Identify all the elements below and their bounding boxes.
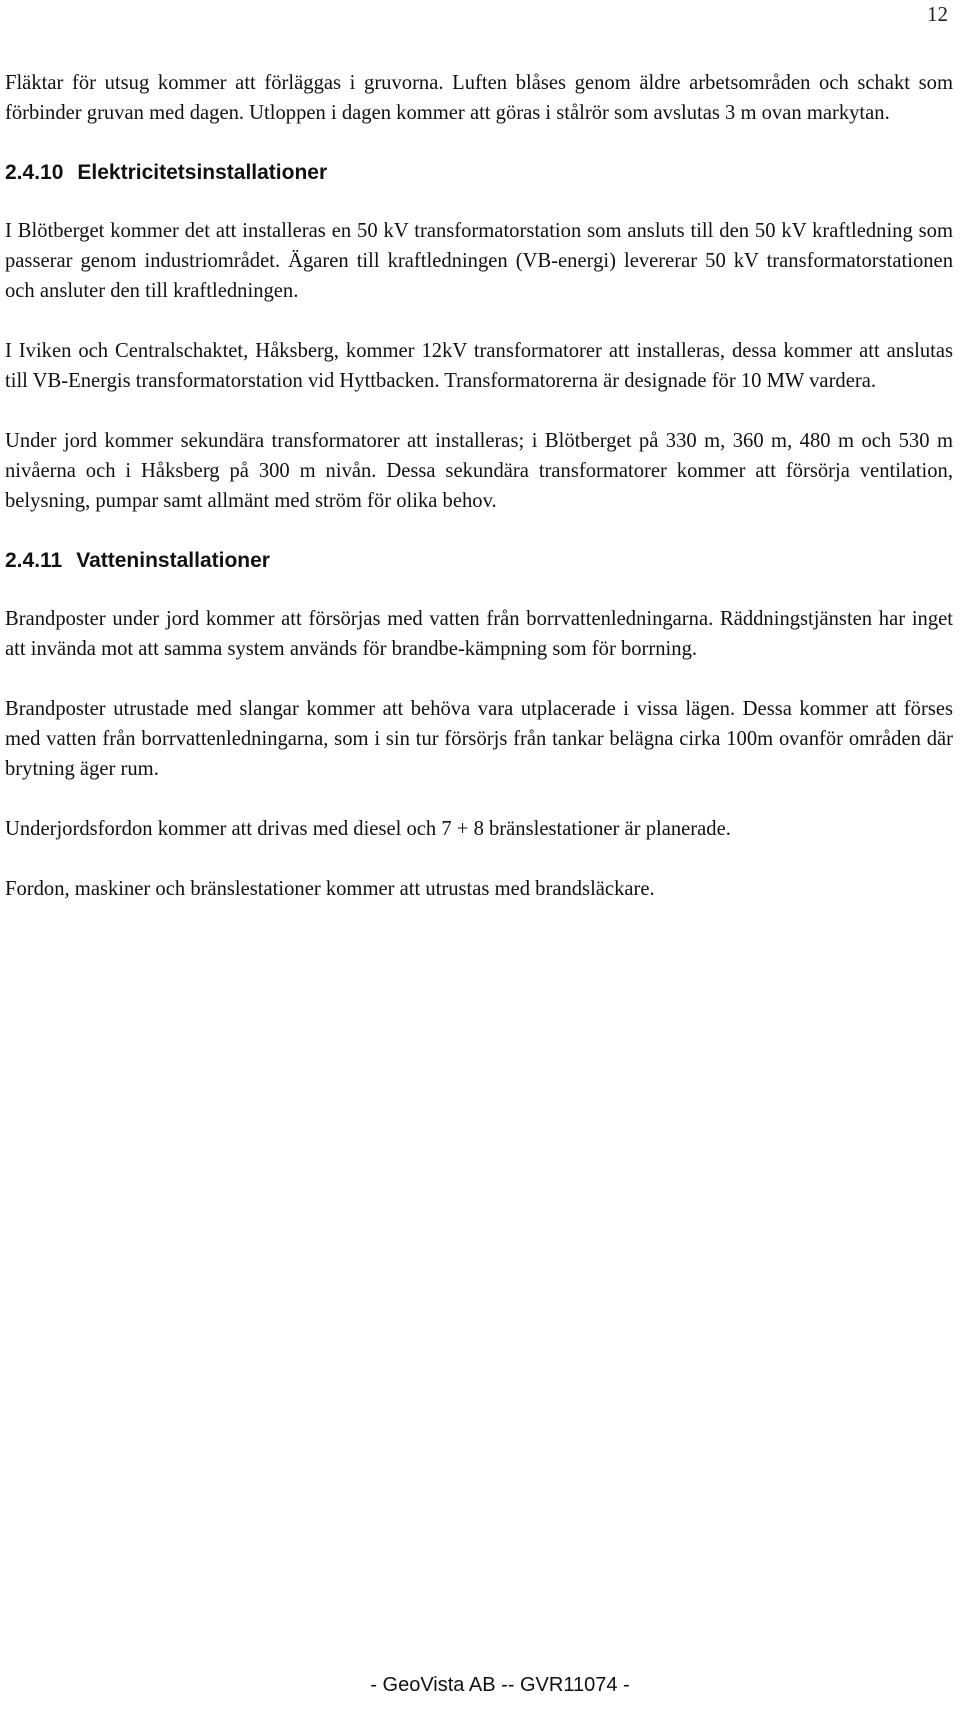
page-number: 12 — [927, 2, 948, 26]
water-paragraph-4: Fordon, maskiner och bränslestationer kommer att utrustas med brandsläckare. — [5, 878, 655, 900]
water-paragraph-3: Underjordsfordon kommer att drivas med diesel och 7 + 8 bränslestationer är planerade. — [5, 818, 731, 840]
section-heading-water — [5, 546, 953, 576]
section-title: Elektricitetsinstallationer — [77, 161, 328, 184]
section-heading-electricity — [5, 158, 953, 188]
intro-paragraph: Fläktar för utsug kommer att förläggas i gruvorna. Luften blåses genom äldre arbetsområden och schakt som förbinder gruvan med dagen. Utloppen i dagen kommer att göras i stålrör som avslutas 3 m ovan markytan. — [5, 72, 953, 124]
section-number: 2.4.10 — [5, 161, 64, 184]
section-title: Vatteninstallationer — [76, 549, 270, 572]
electricity-paragraph-3: Under jord kommer sekundära transformatorer att installeras; i Blötberget på 330 m, 360 m, 480 m och 530 m nivåerna och i Håksberg på 300 m nivån. Dessa sekundära transformatorer kommer att försörja ventilation, belysning, pumpar samt allmänt med ström för olika behov. — [5, 430, 953, 512]
electricity-paragraph-1: I Blötberget kommer det att installeras en 50 kV transformatorstation som ansluts till den 50 kV kraftledning som passerar genom industriområdet. Ägaren till kraftledningen (VB-energi) levererar 50 kV transformatorstationen och ansluter den till kraftledningen. — [5, 220, 953, 302]
document-body — [5, 68, 953, 934]
water-paragraph-2: Brandposter utrustade med slangar kommer att behöva vara utplacerade i vissa lägen. Dessa kommer att förses med vatten från borrvattenledningarna, som i sin tur försörjs från tankar belägna cirka 100m ovanför områden där brytning äger rum. — [5, 698, 953, 780]
page-footer: - GeoVista AB -- GVR11074 - — [370, 1674, 630, 1696]
section-number: 2.4.11 — [5, 549, 63, 572]
electricity-paragraph-2: I Iviken och Centralschaktet, Håksberg, kommer 12kV transformatorer att installeras, dessa kommer att anslutas till VB-Energis transformatorstation vid Hyttbacken. Transformatorerna är designade för 10 MW vardera. — [5, 340, 953, 392]
water-paragraph-1: Brandposter under jord kommer att försörjas med vatten från borrvattenledningarna. Räddningstjänsten har inget att invända mot att samma system används för brandbe-kämpning som för borrning. — [5, 608, 953, 660]
